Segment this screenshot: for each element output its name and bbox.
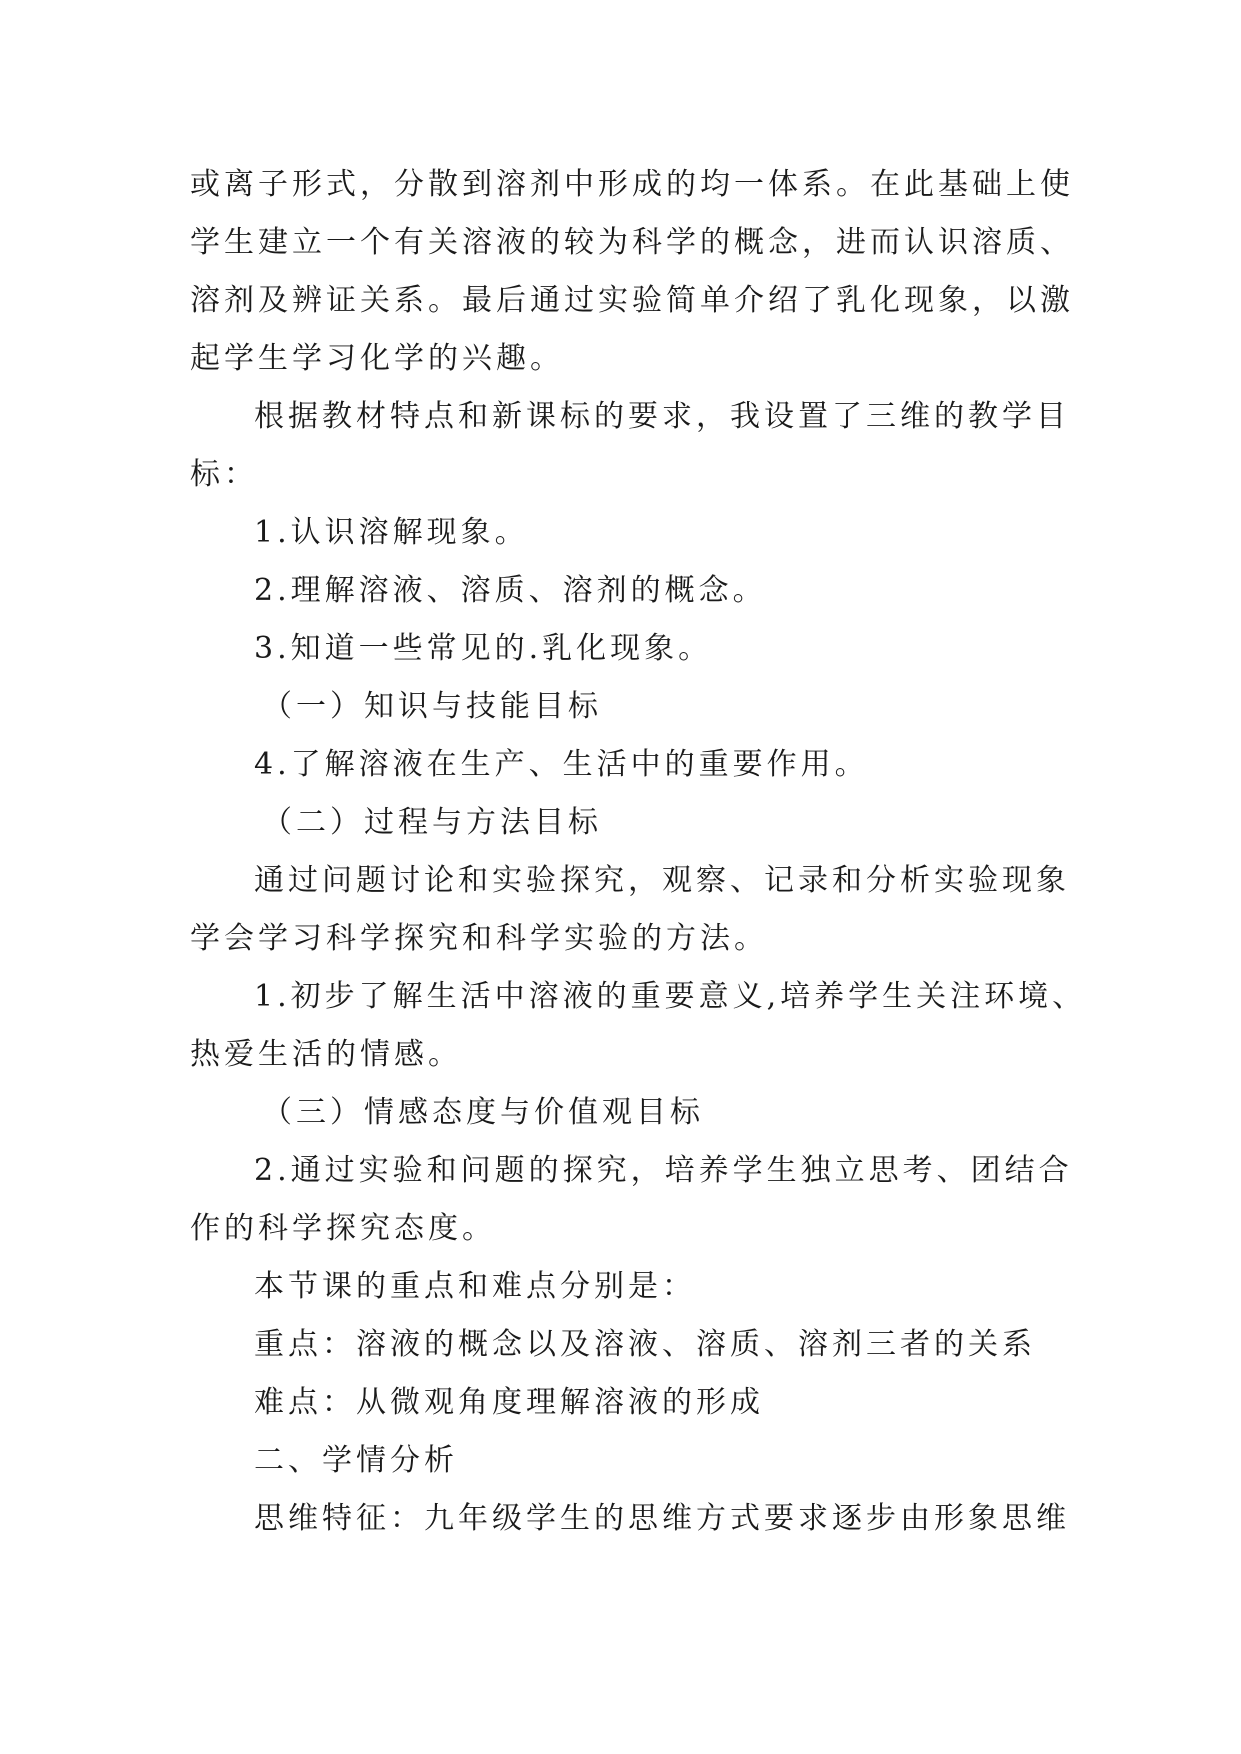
text-line: 学生建立一个有关溶液的较为科学的概念，进而认识溶质、 bbox=[190, 225, 1074, 260]
text-line: 或离子形式，分散到溶剂中形成的均一体系。在此基础上使 bbox=[190, 167, 1074, 202]
section-heading: （二）过程与方法目标 bbox=[262, 805, 602, 840]
section-heading: （三）情感态度与价值观目标 bbox=[262, 1095, 704, 1130]
paragraph-first-line: 根据教材特点和新课标的要求，我设置了三维的教学目 bbox=[254, 399, 1070, 434]
text-line: 学会学习科学探究和科学实验的方法。 bbox=[190, 921, 768, 956]
list-item: 2.通过实验和问题的探究，培养学生独立思考、团结合 bbox=[254, 1153, 1073, 1188]
section-heading: （一）知识与技能目标 bbox=[262, 689, 602, 724]
text-line: 标： bbox=[190, 457, 258, 492]
list-item: 4.了解溶液在生产、生活中的重要作用。 bbox=[254, 747, 869, 782]
text-line: 热爱生活的情感。 bbox=[190, 1037, 462, 1072]
text-line: 作的科学探究态度。 bbox=[190, 1211, 496, 1246]
list-item: 1.认识溶解现象。 bbox=[254, 515, 529, 550]
text-line: 起学生学习化学的兴趣。 bbox=[190, 341, 564, 376]
paragraph-first-line: 思维特征：九年级学生的思维方式要求逐步由形象思维 bbox=[254, 1501, 1070, 1536]
paragraph-first-line: 通过问题讨论和实验探究，观察、记录和分析实验现象 bbox=[254, 863, 1070, 898]
list-item: 1.初步了解生活中溶液的重要意义,培养学生关注环境、 bbox=[254, 979, 1087, 1014]
list-item: 3.知道一些常见的.乳化现象。 bbox=[254, 631, 713, 666]
key-point-line: 重点：溶液的概念以及溶液、溶质、溶剂三者的关系 bbox=[254, 1327, 1036, 1362]
text-line: 溶剂及辨证关系。最后通过实验简单介绍了乳化现象，以激 bbox=[190, 283, 1074, 318]
section-heading: 二、学情分析 bbox=[254, 1443, 458, 1478]
list-item: 2.理解溶液、溶质、溶剂的概念。 bbox=[254, 573, 767, 608]
paragraph-first-line: 本节课的重点和难点分别是： bbox=[254, 1269, 696, 1304]
difficult-point-line: 难点：从微观角度理解溶液的形成 bbox=[254, 1385, 764, 1420]
